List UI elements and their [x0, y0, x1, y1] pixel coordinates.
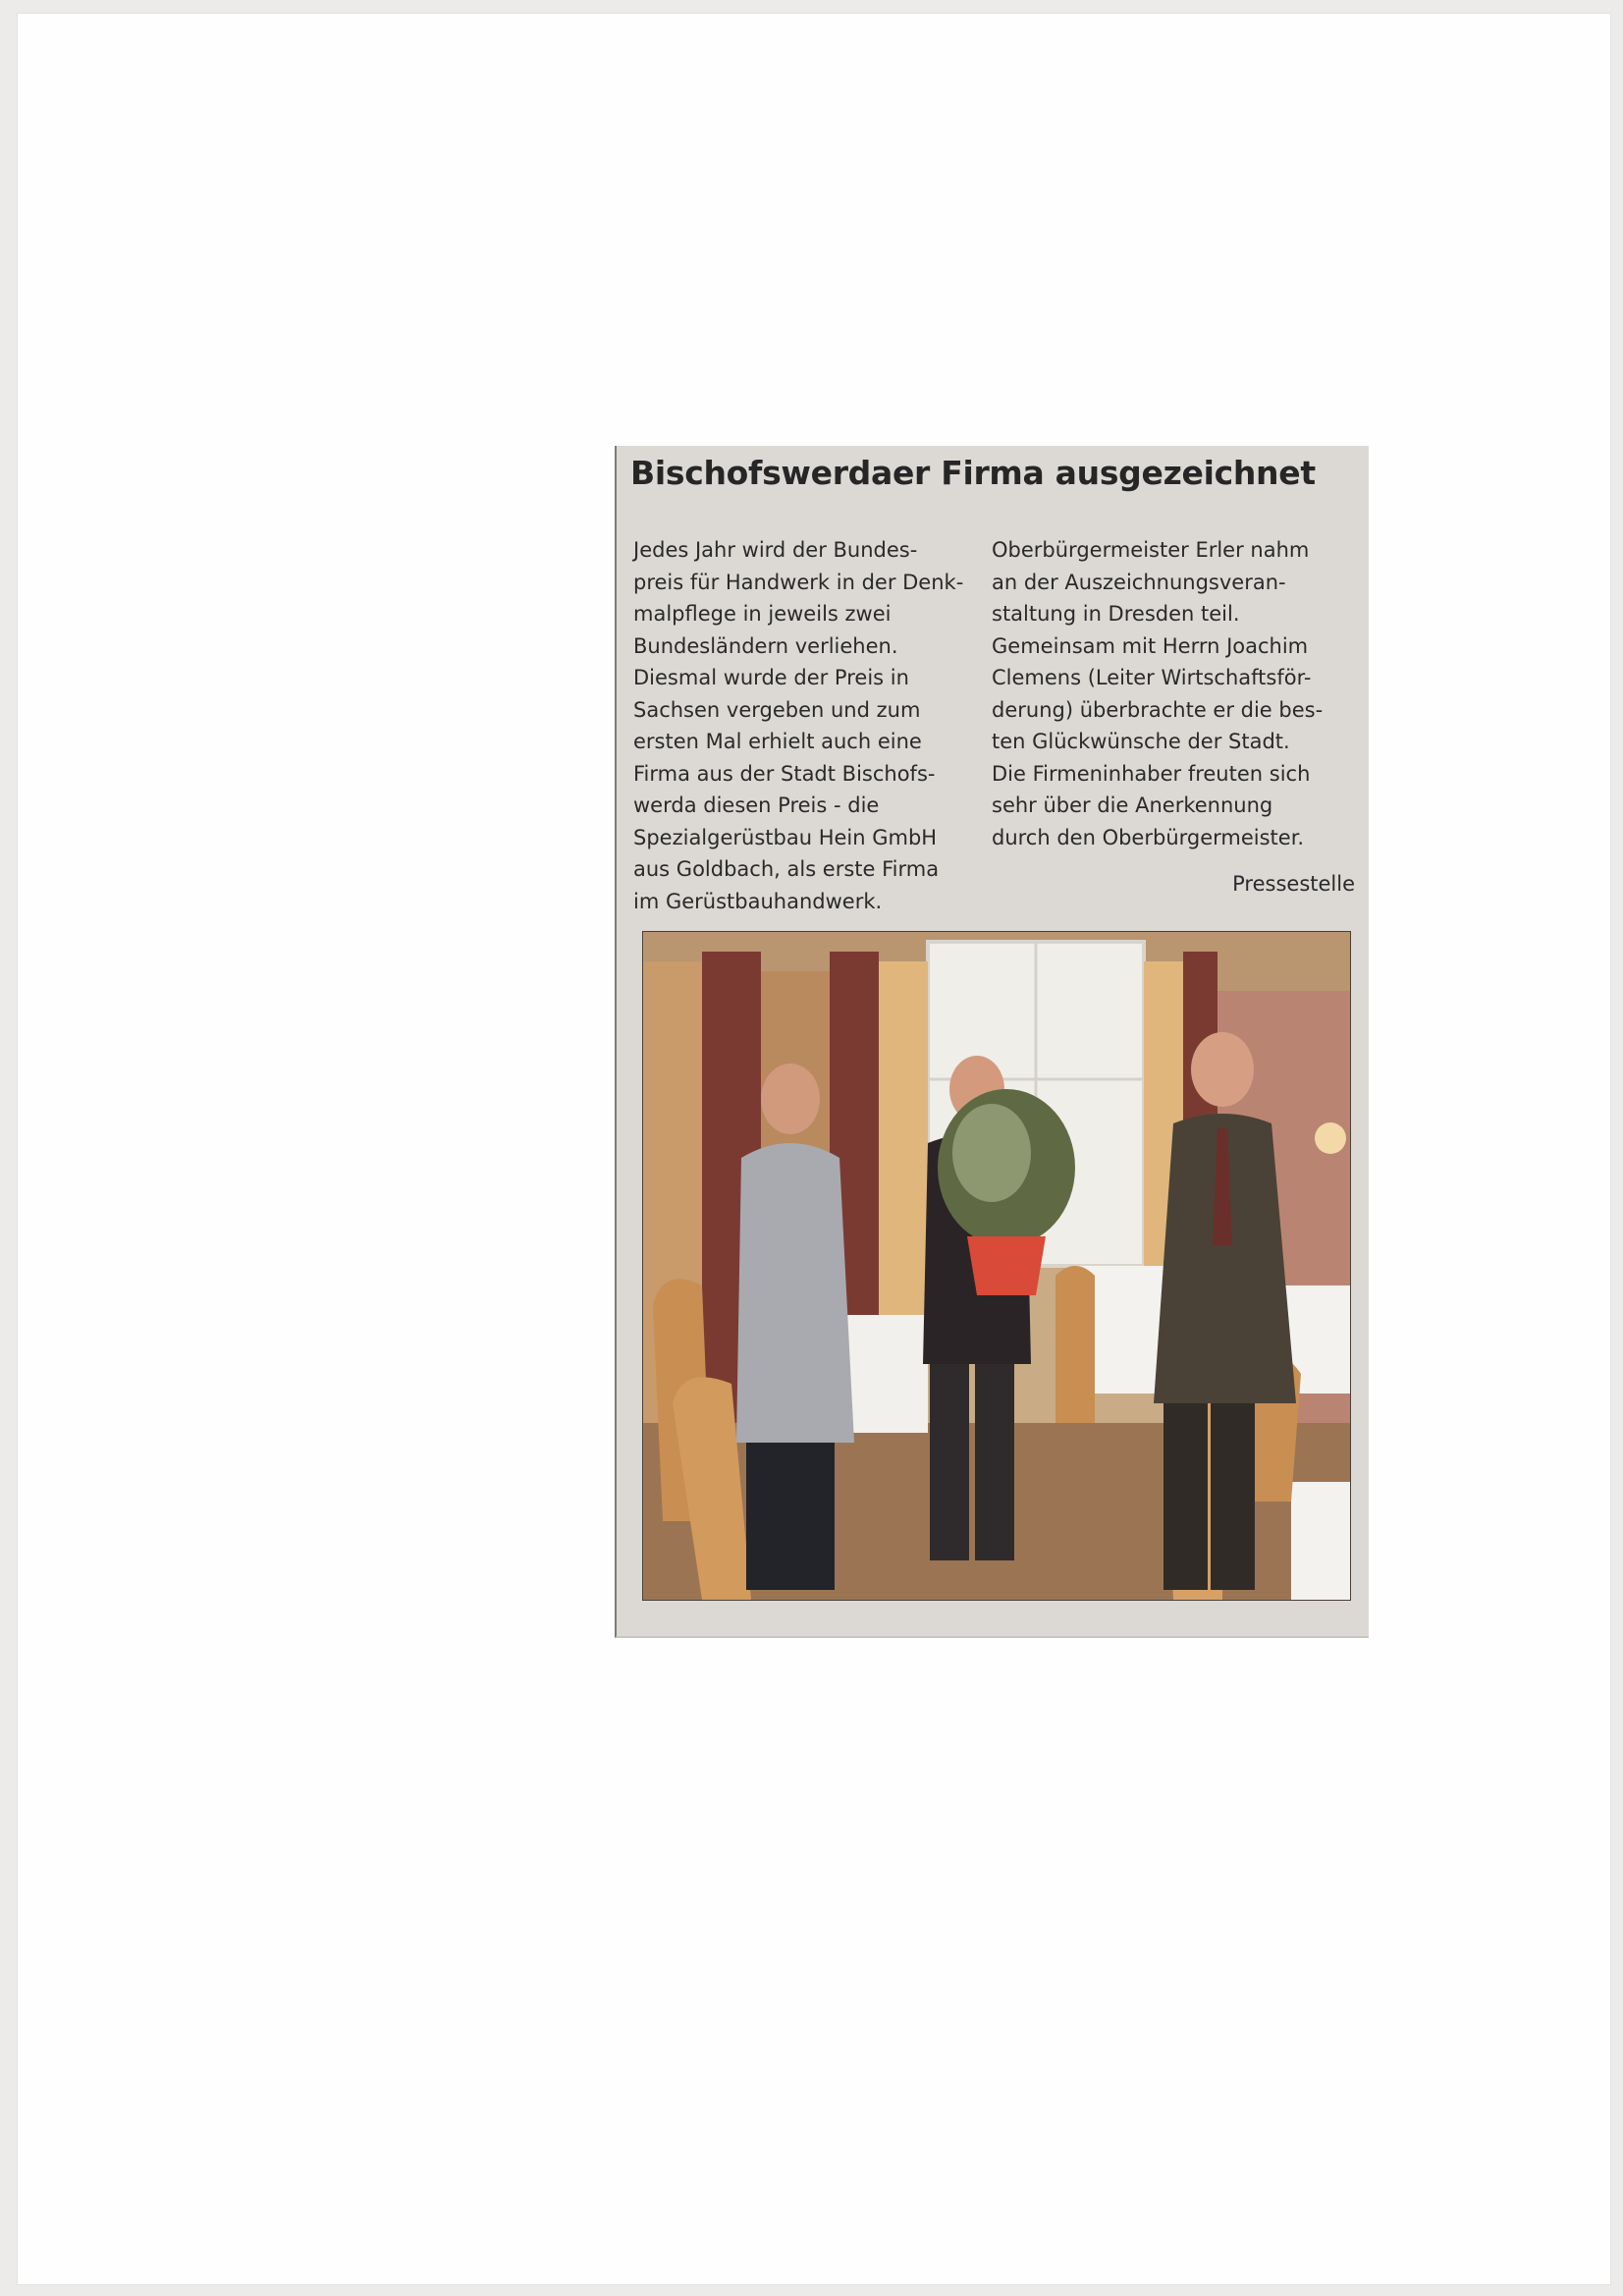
text-line: Firma aus der Stadt Bischofs- [633, 761, 936, 786]
text-line: derung) überbrachte er die bes- [992, 697, 1324, 722]
article-photo [642, 931, 1351, 1601]
text-line: Spezialgerüstbau Hein GmbH [633, 825, 938, 849]
text-line: Sachsen vergeben und zum [633, 697, 921, 722]
text-line: Clemens (Leiter Wirtschaftsför- [992, 666, 1312, 689]
text-line: preis für Handwerk in der Denk- [633, 570, 964, 594]
article-signature: Pressestelle [1232, 872, 1355, 896]
text-line: Gemeinsam mit Herrn Joachim [992, 633, 1309, 658]
text-line: Bundesländern verliehen. [633, 633, 898, 658]
text-line: Jedes Jahr wird der Bundes- [633, 538, 918, 562]
article-headline: Bischofswerdaer Firma ausgezeichnet [630, 454, 1316, 492]
photo-illustration [643, 932, 1350, 1600]
text-line: im Gerüstbauhandwerk. [633, 889, 883, 913]
text-line: malpflege in jeweils zwei [633, 602, 892, 626]
scanned-page [18, 14, 1610, 2284]
text-line: aus Goldbach, als erste Firma [633, 857, 940, 881]
article-column-left [633, 534, 987, 917]
text-line: Oberbürgermeister Erler nahm [992, 538, 1310, 562]
text-line: werda diesen Preis - die [633, 793, 880, 817]
text-line: an der Auszeichnungsveran- [992, 570, 1286, 594]
text-line: ten Glückwünsche der Stadt. [992, 730, 1290, 753]
text-line: ersten Mal erhielt auch eine [633, 730, 922, 753]
text-line: durch den Oberbürgermeister. [992, 825, 1305, 849]
text-line: sehr über die Anerkennung [992, 793, 1273, 817]
newspaper-clipping [615, 446, 1369, 1638]
text-line: staltung in Dresden teil. [992, 602, 1240, 626]
text-line: Die Firmeninhaber freuten sich [992, 761, 1311, 786]
text-line: Diesmal wurde der Preis in [633, 666, 909, 689]
article-column-right [992, 534, 1355, 853]
